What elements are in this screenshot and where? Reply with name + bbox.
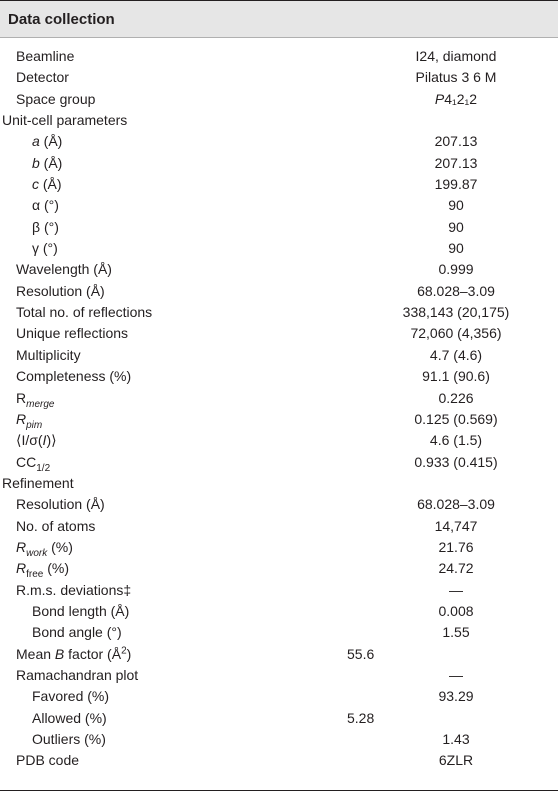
row-value: 4.7 (4.6)	[429, 346, 483, 363]
row-value: 0.226	[438, 389, 474, 406]
table-row	[0, 708, 558, 729]
table-row	[0, 558, 558, 579]
row-value: 0.008	[438, 602, 474, 619]
table-row	[0, 473, 558, 494]
row-value: 338,143 (20,175)	[402, 304, 510, 321]
row-label: a (Å)	[32, 133, 63, 150]
table-row	[0, 259, 558, 280]
row-value: 207.13	[434, 154, 478, 171]
row-value: 55.6	[347, 645, 375, 662]
row-label: Space group	[16, 90, 96, 107]
row-value: —	[449, 581, 463, 598]
table-row	[0, 622, 558, 643]
row-value: I24, diamond	[415, 48, 497, 64]
row-label: Wavelength (Å)	[16, 261, 112, 278]
table-row	[0, 430, 558, 451]
row-label: Beamline	[16, 48, 75, 64]
table-row	[0, 67, 558, 88]
table-row	[0, 686, 558, 707]
table-row	[0, 580, 558, 601]
table-row	[0, 409, 558, 430]
row-value: Pilatus 3 6 M	[415, 69, 497, 86]
row-label: $CC_{1/2}$	[16, 453, 51, 474]
table-row	[0, 217, 558, 238]
row-label: Bond angle (°)	[32, 624, 122, 641]
table-header	[0, 0, 558, 38]
table-row	[0, 131, 558, 152]
row-label: Unique reflections	[16, 325, 129, 342]
row-label: $R_{merge}$	[16, 389, 55, 410]
row-value: P4₁2₁2	[434, 90, 478, 107]
row-value: 1.43	[442, 731, 470, 747]
table-row	[0, 750, 558, 771]
table-row	[0, 516, 558, 537]
table-row	[0, 366, 558, 387]
header-title: Data collection	[8, 10, 115, 28]
table-row	[0, 46, 558, 67]
table-row	[0, 644, 558, 665]
row-label: Unit-cell parameters	[2, 112, 128, 129]
table-row	[0, 601, 558, 622]
row-label: Favored (%)	[32, 688, 110, 705]
row-label: Resolution (Å)	[16, 282, 105, 299]
row-value: 93.29	[438, 688, 474, 705]
row-label: Mean B factor $(Å^2)$	[16, 644, 132, 662]
row-value: 1.55	[442, 624, 470, 641]
row-label: Ramachandran plot	[16, 666, 139, 683]
row-label: Multiplicity	[16, 346, 81, 363]
row-label: γ (°)	[32, 240, 58, 257]
row-label: Detector	[16, 69, 69, 86]
table-row	[0, 238, 558, 259]
row-label: c (Å)	[32, 176, 62, 193]
row-value: 90	[448, 197, 464, 214]
row-value: 91.1 (90.6)	[422, 368, 490, 385]
table-row	[0, 494, 558, 515]
row-label: $R_{free}$ (%)	[16, 560, 70, 581]
row-label: b (Å)	[32, 154, 63, 171]
table-row	[0, 281, 558, 302]
row-value: 24.72	[438, 560, 474, 577]
row-label: Refinement	[2, 474, 74, 491]
row-value: 0.125 (0.569)	[414, 410, 498, 427]
table-row	[0, 174, 558, 195]
row-value: 90	[448, 218, 464, 235]
row-label: α (°)	[32, 197, 59, 214]
table-row	[0, 388, 558, 409]
bottom-rule	[0, 790, 558, 791]
row-value: 14,747	[434, 517, 478, 534]
table-row	[0, 110, 558, 131]
row-value: 5.28	[347, 709, 375, 726]
row-value: 72,060 (4,356)	[410, 325, 502, 342]
table-row	[0, 345, 558, 366]
table-row	[0, 452, 558, 473]
row-label: $R_{work}$ (%)	[16, 538, 73, 559]
row-value: 0.999	[438, 261, 474, 278]
table-row	[0, 302, 558, 323]
row-label: R.m.s. deviations‡	[16, 581, 132, 598]
table-row	[0, 537, 558, 558]
row-label: ⟨I/σ(I)⟩	[16, 432, 57, 449]
row-value: 199.87	[434, 176, 478, 193]
row-value: —	[449, 666, 463, 683]
row-label: PDB code	[16, 752, 80, 769]
row-label: Bond length (Å)	[32, 602, 130, 619]
row-value: 90	[448, 240, 464, 257]
row-label: $R_{pim}$	[16, 410, 43, 431]
row-label: Total no. of reflections	[16, 304, 153, 321]
row-value: 68.028–3.09	[417, 496, 495, 513]
row-value: 207.13	[434, 133, 478, 150]
row-value: 4.6 (1.5)	[429, 432, 483, 449]
row-label: β (°)	[32, 218, 59, 235]
table-row	[0, 323, 558, 344]
table-row	[0, 153, 558, 174]
row-value: 21.76	[438, 538, 474, 555]
table-row	[0, 729, 558, 750]
table-row	[0, 195, 558, 216]
row-label: No. of atoms	[16, 517, 96, 534]
row-label: Completeness (%)	[16, 368, 132, 385]
table-row	[0, 665, 558, 686]
table-body	[0, 38, 558, 772]
row-value: 0.933 (0.415)	[414, 453, 498, 470]
table-row	[0, 89, 558, 110]
row-label: Allowed (%)	[32, 709, 107, 726]
row-label: Resolution (Å)	[16, 496, 105, 513]
row-value: 6ZLR	[438, 752, 474, 769]
row-value: 68.028–3.09	[417, 282, 495, 299]
row-label: Outliers (%)	[32, 731, 106, 747]
